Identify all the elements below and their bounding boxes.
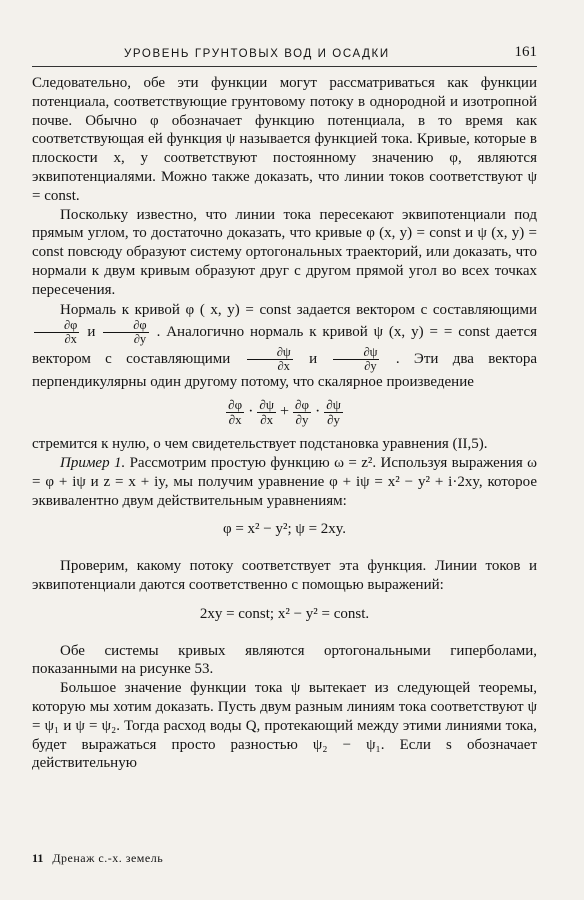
paragraph-2: Поскольку известно, что линии тока пересекают эквипотенциали под прямым углом, то достаточно доказать, что кривые φ (x, y) = const и ψ (x, y) = const повсюду образуют систему ортогональных траекторий, или доказать, что нормали к двум кривым образуют друг с другом прямой угол во всех точках пересечения. xyxy=(32,206,537,298)
fraction-dpsi-dx: $\frac{\partial\psi}{\partial x}$ xyxy=(247,346,293,373)
plus-operator: + xyxy=(279,403,290,421)
paragraph-8: Большое значение функции тока ψ вытекает из следующей теоремы, которую мы хотим доказать. Пусть двум разным линиям тока соответствуют ψ = ψ₁ и ψ = ψ₂. Тогда расход воды Q, протекающий между этими линиями тока, будет выражаться просто разностью ψ₂ − ψ₁. Если s обозначает действительную xyxy=(32,680,537,772)
page-body xyxy=(32,74,537,773)
paragraph-3-and-2: и xyxy=(309,351,318,368)
page-number: 161 xyxy=(514,44,537,60)
dot-operator: · xyxy=(248,403,254,421)
paragraph-1: Следовательно, обе эти функции могут рассматриваться как функции потенциала, соответствующие грунтовому потоку в однородной и изотропной почве. Обычно φ обозначает функцию потенциала, в то время как соответствующая ей функция ψ называется функцией тока. Кривые, которые в плоскости x, y соответствуют постоянному значению φ, являются эквипотенциалями. Можно также доказать, что линии токов соответствуют ψ = const. xyxy=(32,75,537,204)
paragraph-7: Обе системы кривых являются ортогональными гиперболами, показанными на рисунке 53. xyxy=(32,642,537,678)
paragraph-5-text: Рассмотрим простую функцию ω = z². Используя выражения ω = φ + iψ и z = x + iy, мы получим уравнение φ + iψ = x² − y² + i·2xy, которое эквивалентно двум действительным уравнениям: xyxy=(32,454,538,509)
paragraph-3-and: и xyxy=(87,324,96,341)
paragraph-6: Проверим, какому потоку соответствует эта функция. Линии токов и эквипотенциали даются соответственно с помощью выражений: xyxy=(32,558,537,593)
fraction-dpsi-dy: $\frac{\partial\psi}{\partial y}$ xyxy=(326,397,341,428)
formula-real-equations: φ = x² − y²; ψ = 2xy. xyxy=(222,521,347,538)
fraction-dphi-dy: $\frac{\partial\varphi}{\partial y}$ xyxy=(103,319,148,346)
fraction-dphi-dx: $\frac{\partial\varphi}{\partial x}$ xyxy=(34,319,79,346)
fraction-dphi-dy: $\frac{\partial\varphi}{\partial y}$ xyxy=(295,397,309,428)
paragraph-3-text-b: . Аналогично нормаль к кривой ψ (x, y) = = const дается вектором с составляющими xyxy=(32,324,537,368)
fraction-dpsi-dy: $\frac{\partial\psi}{\partial y}$ xyxy=(333,346,379,373)
fraction-dphi-dx: $\frac{\partial\varphi}{\partial x}$ xyxy=(228,397,243,428)
formula-hyperbolas: 2xy = const; x² − y² = const. xyxy=(199,605,370,622)
paragraph-3-text-c: . Эти два вектора перпендикулярны один другому потому, что скалярное произведение xyxy=(32,351,538,391)
printer-signature-line xyxy=(32,851,163,866)
signature-number: 11 xyxy=(32,851,44,865)
example-label: Пример 1. xyxy=(60,454,126,471)
fraction-dpsi-dx: $\frac{\partial\psi}{\partial x}$ xyxy=(259,397,274,428)
paragraph-5 xyxy=(32,454,537,510)
dot-operator: · xyxy=(314,403,321,421)
paragraph-3 xyxy=(32,301,537,393)
signature-title: Дренаж с.-х. земель xyxy=(52,851,164,865)
paragraph-3-text-a: Нормаль к кривой φ ( x, y) = const задается вектором с составляющими xyxy=(60,301,537,318)
running-title: УРОВЕНЬ ГРУНТОВЫХ ВОД И ОСАДКИ xyxy=(124,48,390,60)
running-head xyxy=(32,44,537,67)
formula-scalar-product xyxy=(32,398,537,427)
paragraph-4: стремится к нулю, о чем свидетельствует подстановка уравнения (II,5). xyxy=(32,436,488,453)
